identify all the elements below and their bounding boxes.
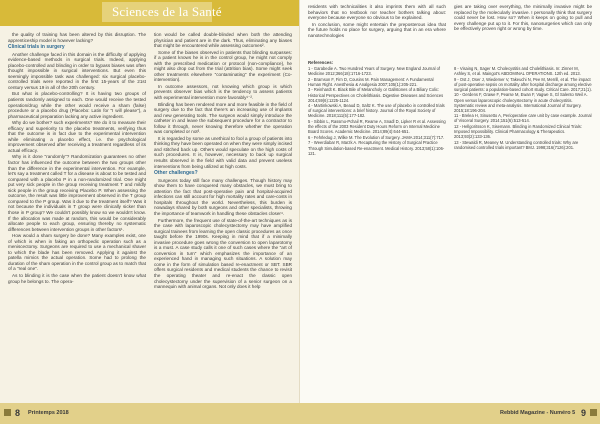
reference-item: 1 - Garabedie A. Two Hundred Years of Surgery. New England Journal of Medicine 2012;366(18):1716-1723. (308, 66, 441, 77)
body-paragraph: Why do we bother? such experiments? We do it to measure their efficacy and superiority to the placebo treatments, verifying thus that the outcome is in fact due to the experimental intervention while eliminating a placebo effect, i.e. the psychological improvement observed after receiving a treatment regardless of its actual efficacy. (8, 120, 146, 153)
reference-item: 4 - Martinkowski A, Beaud D, Saltz K. The use of placebo in controlled trials of surgical interventions: a brief history. Journal of the Royal Society of Medicine. 2018;111(5):177-182. (308, 103, 445, 119)
left-column-1 (8, 32, 146, 285)
reference-item: 2 - Bramson F, Firn D, Cousins M. Pain Management: A Fundamental Human Right. Anesthesia & Analgesia 2007;105(1):205-221. (308, 76, 434, 87)
body-paragraph: But what is placebo-controlling? It is having two groups of patients randomly assigned to each. One would receive the tested operation/drug while the other would receive a sham (false) procedure or a placebo drug (Placebo: Latin for "I will please"), a pharmaceutical preparation lacking any active ingredient. (8, 91, 146, 119)
reference-item: 12 - Hellgoritsson K, Sisemann. Blinding in Randomized Clinical Trials: Imposed Impossibility. Clinical Pharmacology & Therapeutics. 2013;93(2):133-136. (454, 124, 582, 140)
reference-item: 8 - Visaing N, Sager M. Cholecystitis and Cholelithiasis. In: Zinner M, Ashley S, et al. Maingot's ABDOMINAL OPERATIONS. 12th ed. 2013. (454, 66, 581, 77)
magazine-name: Rebbid Magazine - Numéro 5 (500, 410, 576, 416)
section-title: Sciences de la Santé (112, 4, 222, 19)
body-paragraph: residents with technicalities it also imprints them with all such behaviors that no textbook nor teacher bothers talking about: everyone because everyone so obvious to be explained. (308, 4, 446, 21)
body-paragraph: In conclusion, some might entertain the preposterous idea that the future holds no place for surgery, arguing that in an era where nanotechnologies (308, 21, 446, 38)
references-col-1 (308, 60, 446, 156)
body-paragraph: Furthermore, the frequent use of state-of-the-art techniques as is the case with laparoscopic cholecystectomy may have amplified surgical trainees from learning the open classic procedures as once taught before the 1990s. Keeping in mind that if a minimally invasive procedure goes wrong the conversion to open laparotomy is a must. A case study calls it one of such cases where the "art of conversion in turn" which emphasizes the importance of an experienced hand in managing such situations. A solution may come in the form of simulation based re-enactment or SBT. SBR offers surgical residents and medical students the chance to revisit the operating theater and re-enact the classic open cholecystectomy under the supervision of a senior surgeon on a mannequin with animal organs. Not only does it help (154, 217, 292, 290)
references-col-2 (454, 66, 592, 151)
body-paragraph: It is regarded by some as unethical to fool a group of patients into thinking they have been operated on when they were simply incised and stitched back up. Others would speculate on the high costs of such procedures. It is, however, necessary to back up surgical results observed in the field with valid data and prevent useless interventions from being utilized at high costs. (154, 135, 292, 169)
reference-item: 7 - Weerdiabar R, Marzk A. Recapturing the History of Surgical Practice Through Simulation-based Re-enactment. Medical History. 2013;58(1):106-121. (308, 140, 445, 156)
body-paragraph: tion would be called double-blinded when both the attending physician and patient are in the dark. Thus, eliminating any biases that might be encountered while assessing outcomes². (154, 32, 292, 49)
reference-item: 13 - Stewaldi R, Meaney M. Understanding controlled trials: Why are randomised controlled trials important? BMJ. 1998;316(7126):201. (454, 139, 579, 150)
body-paragraph: Why is it done "randomly"? Randomization guarantees no other factor has influenced the outcome between the two groups other than the difference in the experimental intervention. For example, let's say a treatment called T for a disease is about to be tested and compared with a placebo P in a non-randomized trial. One might put very sick people in the group receiving treatment T and mildly sick people in the group receiving Placebo P. When assessing the outcome, the result was little improvement observed in the T group compared to the P group. Was it due to the treatment itself? Was it not because the individuals in T group were clinically sicker than those in P group? We couldn't possibly know so we wouldn't know. If the allocation was made at random, this would be considerably allocate people to each group, ensuring thereby no systematic differences between intervention groups in other factors¹. (8, 154, 146, 232)
section-heading: Clinical trials in surgery (8, 44, 65, 51)
body-paragraph: Surgeons today still face many challenges. Though history may show them to have conquered many obstacles, we must bring to attention the fact that post-operative pain and hospital-acquired infections can still account for high mortality rates and care-costs in hospitals throughout the world. Nevertheless, this burden is nowadays shared by both surgeons and other specialists, throwing the importance of teamwork in handling these obstacles closer⁴. (154, 177, 292, 216)
left-column-2 (154, 32, 292, 291)
right-page (300, 0, 600, 424)
section-heading: Other challenges? (154, 170, 198, 177)
reference-item: 11 - Brelea H, Sinusetto A, Perioperative care unit by case example. Journal of Visceral Surgery. 2014;151(6):513-514. (454, 113, 592, 124)
reference-item: 9 - Ost J, Oser J, Wiedemer V, Takeuchi N, Pee M, Merrill, et al. The impact of post-operative sepsis on mortality after hospital discharge among elective surgical patients: a population-based cohort study. Critical Care. 2017;21(1). (454, 76, 592, 92)
body-paragraph: As to blinding it is the case when the patient doesn't know what group he belongs to. The opera- (8, 272, 146, 284)
references-title: References: (308, 60, 334, 65)
reference-item: 6 - Fehrledug J, Wilke M. The Evolution of Surgery. JAMA 2014;311(7):717. (308, 134, 445, 140)
body-paragraph: Some of the biases observed in patients that blinding surpasses: if a patient knows he is in the control group, he might not comply with the prescribed medication or protocol (non-compliance), he might also drop out from the trial (attrition bias). Some might seek other treatments elsewhere "contaminating" the experiment (Co-intervention). (154, 49, 292, 83)
body-paragraph: In outcome assessors, not knowing which group is which prevents observer bias which is the tendency to assess patients with experimental intervention more favorably¹⁻². (154, 83, 292, 101)
reference-item: 3 - Reinhardt K. Black Bile of Melancholy or Gallstones of a Biliary Colic: Historical Perspectives on Cholelithiasis. Digestive Diseases and Sciences 2014;59(6):1225-1124. (308, 87, 444, 103)
right-page-number: 9 (581, 408, 587, 418)
footer-marker-right (590, 409, 597, 416)
reference-item: 10 - Gerdens F, Grawe F, Pearse M, Ewan F, Vagwe S, Gl Salento Weil A. Open versus laparoscopic cholecystectomy in acute cholecystitis. Systematic review and meta-analysis. International Journal of Surgery. 2015;18:196-204. (454, 92, 588, 113)
right-column-2 (454, 4, 592, 33)
body-paragraph: the quality of training has been altered by this disruption. The apprenticeship model is however lacking? (8, 32, 146, 43)
reference-item: 5 - Sibbin L, Rassmo-Pchail R, Reame A, Snadl D, Lipker R et al. Assessing the effects of the 2003 Resident Duty Hours Reform on Internal Medicine Board Scores. Academic Medicine. 2014;89(4):644-651. (308, 119, 446, 135)
body-paragraph: Another challenge faced in this domain is the difficulty of applying evidence-based methods in surgical trials. Indeed, applying placebo-controlled and blinding in order to bypass biases was often thought impossible in surgical interventions. But even this seemingly impossible task was challenged: six surgical placebo-controlled trials were reported in the first 15-years of the 21st century versus 19 in all of the 20th century. (8, 51, 146, 90)
left-page-number: 8 (15, 408, 21, 418)
body-paragraph: How would a sham surgery be done? Many examples exist, one of which is when in faking an orthopedic operation such as a meniscectomy. Surgeons are required to use a mechanical shaver to which the blade has been removed. Applying it against the patella mimics the actual operation. Some had to prolong the duration of the sham operation in the control group as to match that of a "real one". (8, 233, 146, 272)
body-paragraph: Blinding has been rendered more and more feasible in the field of surgery due to the fact that there's an increasing use of implants and new generating tools. The surgeon would simply introduce the catheter in and leave the subsequent procedure for a contractor to follow it through, never knowing therefore whether the operation was completed or not³. (154, 101, 292, 135)
footer-marker-left (4, 409, 11, 416)
body-paragraph: gies are taking over everything, the minimally invasive might be replaced by the molecularly invasive. I personally think that surgery could never be lost. How so? When it keeps on going to pull and every challenge put up to it. For this, nanosurgeries which can only be effectively proven right or wrong by time. (454, 4, 592, 32)
right-column-1 (308, 4, 446, 39)
issue-season: Printemps 2018 (28, 410, 69, 416)
